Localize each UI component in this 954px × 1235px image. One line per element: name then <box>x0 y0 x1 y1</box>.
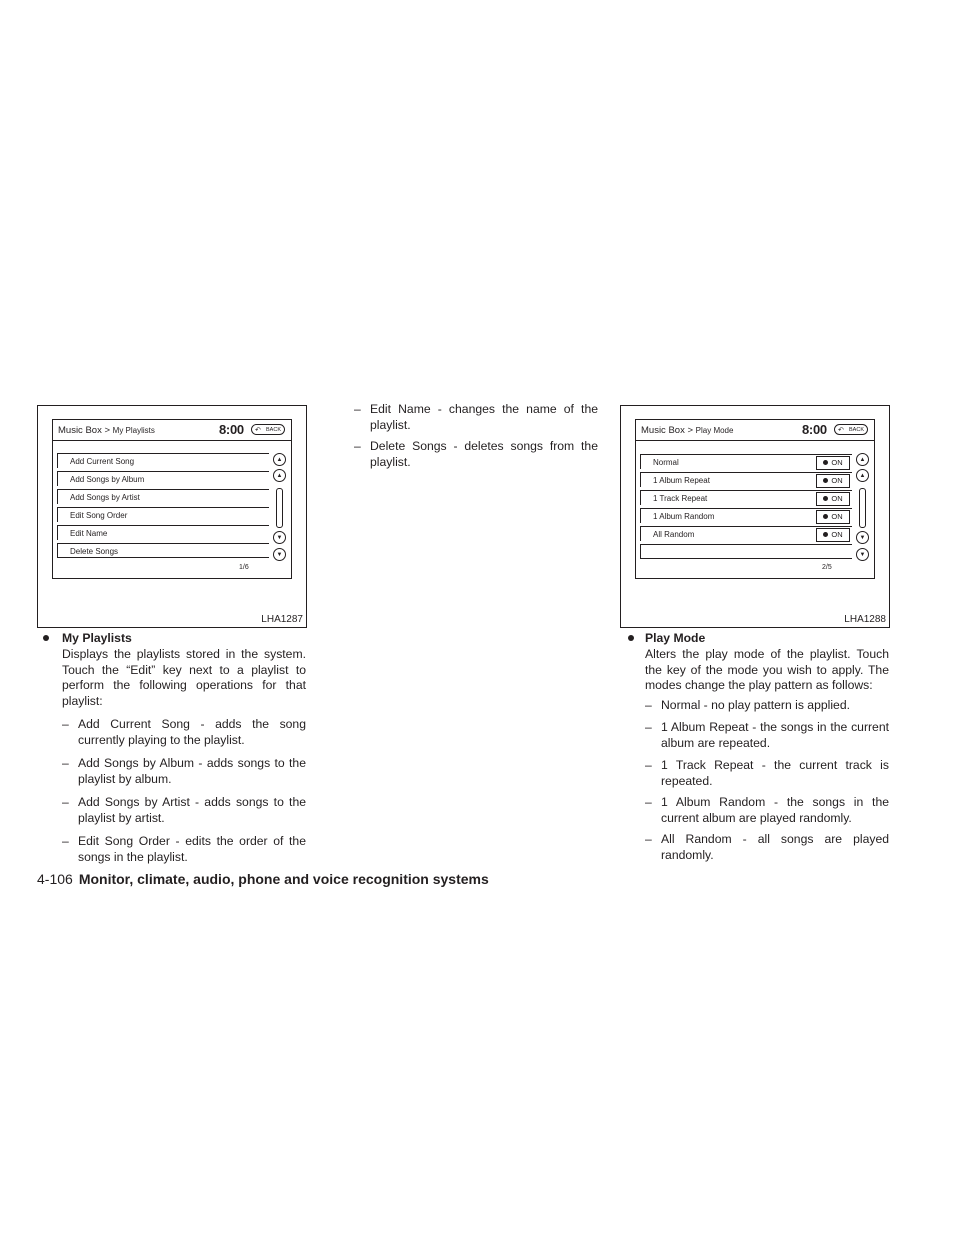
dash: – <box>645 832 652 846</box>
scrollbar[interactable] <box>276 488 283 528</box>
dash: – <box>354 402 361 416</box>
bullet-icon <box>43 635 49 641</box>
breadcrumb: Music Box > Play Mode <box>641 425 734 436</box>
dash: – <box>62 756 69 770</box>
page-footer <box>37 871 489 887</box>
on-toggle[interactable]: ON <box>816 474 850 488</box>
list-item: Add Songs by Album - adds songs to the playlist by album. <box>78 756 306 786</box>
breadcrumb: Music Box > My Playlists <box>58 425 155 436</box>
menu-item-delete-songs[interactable]: Delete Songs <box>57 543 269 558</box>
scrollbar[interactable] <box>859 488 866 528</box>
figure-code: LHA1287 <box>261 614 303 625</box>
dash: – <box>62 795 69 809</box>
dash: – <box>645 758 652 772</box>
scroll-up-icon[interactable]: ▲ <box>856 469 869 482</box>
screen-header <box>53 420 291 441</box>
screen-play-mode <box>635 419 875 579</box>
page-up-icon[interactable]: ▲ <box>856 453 869 466</box>
page-down-icon[interactable]: ▼ <box>856 548 869 561</box>
list-item: Edit Song Order - edits the order of the songs in the playlist. <box>78 834 306 864</box>
dash: – <box>354 439 361 453</box>
figure-code: LHA1288 <box>844 614 886 625</box>
clock: 8:00 <box>802 422 827 437</box>
menu-item-add-songs-by-album[interactable]: Add Songs by Album <box>57 471 269 486</box>
menu-item-add-current-song[interactable]: Add Current Song <box>57 453 269 468</box>
menu-item-1-album-repeat[interactable]: 1 Album Repeat ON <box>640 472 852 487</box>
scroll-up-icon[interactable]: ▲ <box>273 469 286 482</box>
page-indicator: 1/6 <box>239 564 249 571</box>
list-item: Add Current Song - adds the song currently playing to the playlist. <box>78 717 306 747</box>
back-button[interactable]: ↶ BACK <box>834 424 868 435</box>
dash: – <box>645 795 652 809</box>
menu-item-all-random[interactable]: All Random ON <box>640 526 852 541</box>
list-item: Add Songs by Artist - adds songs to the playlist by artist. <box>78 795 306 825</box>
indicator-dot-icon <box>823 478 828 483</box>
section-title: Monitor, climate, audio, phone and voice recognition systems <box>78 871 489 887</box>
back-button[interactable]: ↶ BACK <box>251 424 285 435</box>
dash: – <box>62 717 69 731</box>
list-item: 1 Album Repeat - the songs in the current album are repeated. <box>661 720 889 750</box>
list-item: All Random - all songs are played randomly. <box>661 832 889 862</box>
paragraph-play-mode: Alters the play mode of the playlist. Touch the key of the mode you wish to apply. The modes change the play pattern as follows: <box>645 647 889 692</box>
list-item: Edit Name - changes the name of the playlist. <box>370 402 598 432</box>
page-down-icon[interactable]: ▼ <box>273 548 286 561</box>
page-number: 4-106 <box>37 871 73 887</box>
menu-item-1-album-random[interactable]: 1 Album Random ON <box>640 508 852 523</box>
paragraph-my-playlists: Displays the playlists stored in the system. Touch the “Edit” key next to a playlist to perform the following operations for that playlist: <box>62 647 306 708</box>
list-item: Delete Songs - deletes songs from the playlist. <box>370 439 598 469</box>
back-arrow-icon: ↶ <box>838 427 844 434</box>
section-title-my-playlists: My Playlists <box>62 631 132 645</box>
menu-item-edit-song-order[interactable]: Edit Song Order <box>57 507 269 522</box>
figure-my-playlists <box>37 405 307 628</box>
screen-my-playlists <box>52 419 292 579</box>
figure-play-mode <box>620 405 890 628</box>
menu-item-empty <box>640 544 852 559</box>
indicator-dot-icon <box>823 496 828 501</box>
menu-item-normal[interactable]: Normal ON <box>640 454 852 469</box>
on-toggle[interactable]: ON <box>816 456 850 470</box>
on-toggle[interactable]: ON <box>816 528 850 542</box>
dash: – <box>62 834 69 848</box>
dash: – <box>645 698 652 712</box>
indicator-dot-icon <box>823 460 828 465</box>
dash: – <box>645 720 652 734</box>
clock: 8:00 <box>219 422 244 437</box>
back-arrow-icon: ↶ <box>255 427 261 434</box>
on-toggle[interactable]: ON <box>816 510 850 524</box>
scroll-down-icon[interactable]: ▼ <box>856 531 869 544</box>
page-indicator: 2/5 <box>822 564 832 571</box>
indicator-dot-icon <box>823 514 828 519</box>
menu-item-edit-name[interactable]: Edit Name <box>57 525 269 540</box>
section-title-play-mode: Play Mode <box>645 631 706 645</box>
list-item: Normal - no play pattern is applied. <box>661 698 851 712</box>
scroll-down-icon[interactable]: ▼ <box>273 531 286 544</box>
page-up-icon[interactable]: ▲ <box>273 453 286 466</box>
bullet-icon <box>628 635 634 641</box>
indicator-dot-icon <box>823 532 828 537</box>
menu-item-add-songs-by-artist[interactable]: Add Songs by Artist <box>57 489 269 504</box>
menu-item-1-track-repeat[interactable]: 1 Track Repeat ON <box>640 490 852 505</box>
list-item: 1 Album Random - the songs in the current album are played randomly. <box>661 795 889 825</box>
on-toggle[interactable]: ON <box>816 492 850 506</box>
list-item: 1 Track Repeat - the current track is repeated. <box>661 758 889 788</box>
screen-header <box>636 420 874 441</box>
